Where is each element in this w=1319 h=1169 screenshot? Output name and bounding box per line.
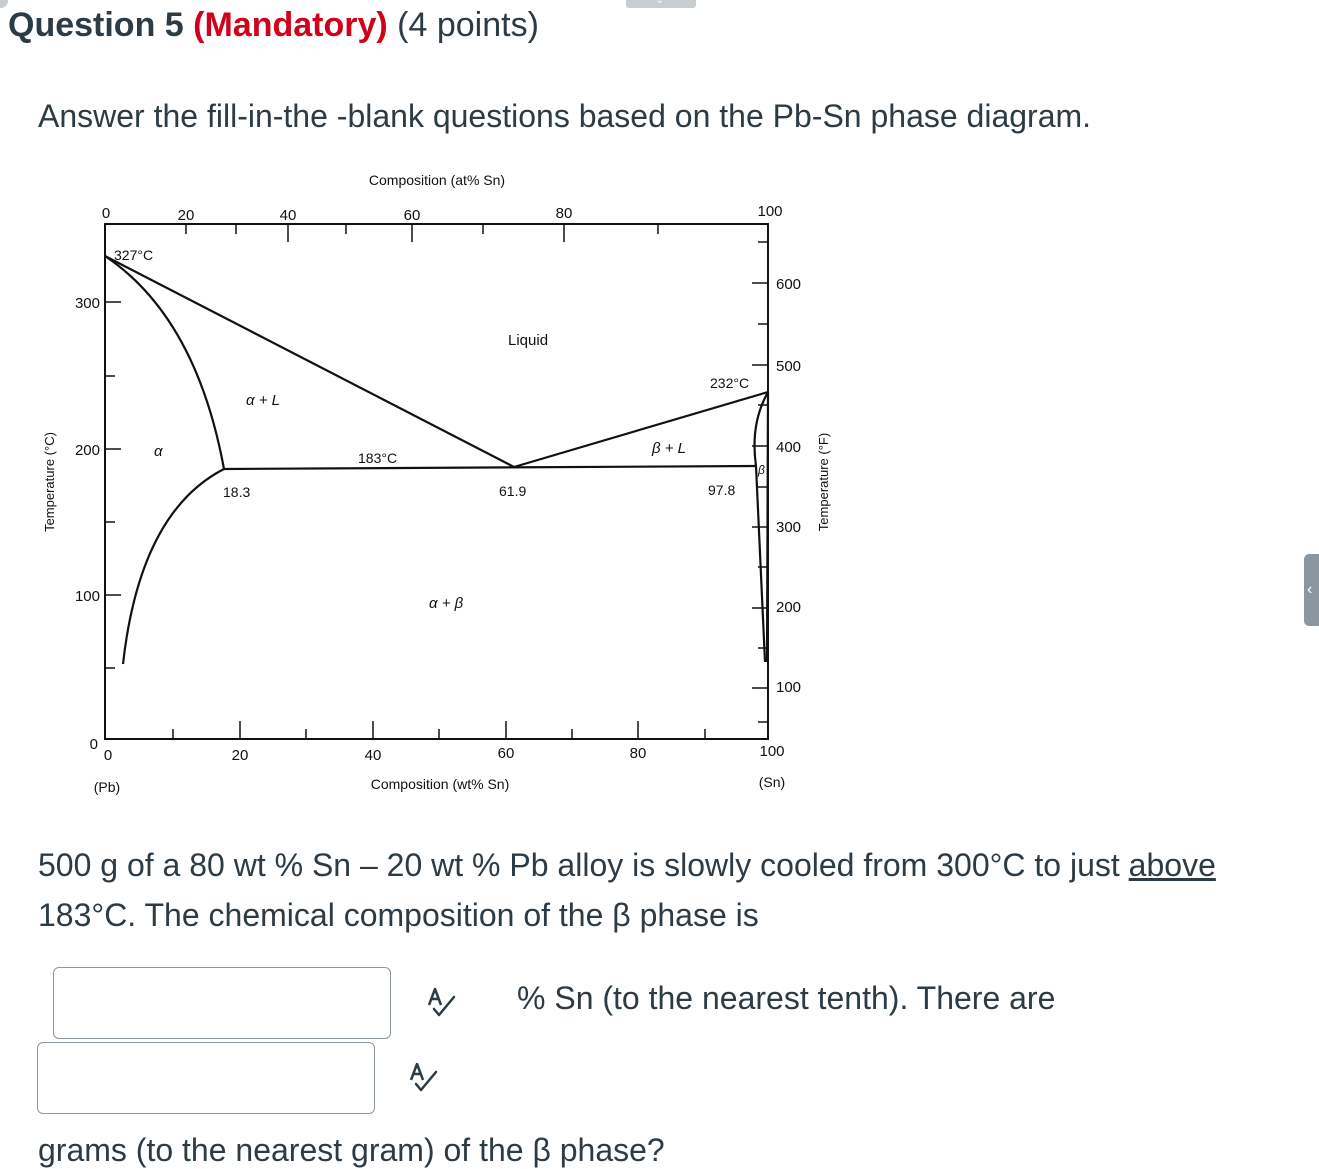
prompt-part1: 500 g of a 80 wt % Sn – 20 wt % Pb alloy is slowly cooled from 300°C to just bbox=[38, 847, 1129, 883]
region-beta-liquid: β + L bbox=[652, 440, 687, 457]
top-axis-tick-labels bbox=[102, 203, 783, 224]
region-alpha-beta: α + β bbox=[429, 595, 464, 612]
drag-handle[interactable] bbox=[626, 0, 696, 8]
prompt-part2: 183°C. The chemical composition of the β phase is bbox=[38, 897, 759, 933]
top-axis-title: Composition (at% Sn) bbox=[368, 172, 506, 188]
left-tick-200: 200 bbox=[74, 442, 100, 459]
spellcheck-icon[interactable] bbox=[406, 1060, 440, 1094]
solidus-alpha bbox=[105, 256, 224, 469]
right-axis-ticks bbox=[752, 242, 768, 722]
left-axis-tick-labels bbox=[75, 295, 100, 753]
question-header bbox=[8, 6, 539, 45]
eutectic-temp-label: 183°C bbox=[358, 450, 398, 466]
beta-limit-label: 97.8 bbox=[708, 482, 736, 498]
region-alpha-liquid: α + L bbox=[246, 392, 280, 409]
bottom-tick-80: 80 bbox=[629, 745, 647, 762]
bottom-axis-title: Composition (wt% Sn) bbox=[370, 776, 510, 792]
corner-indicator bbox=[0, 0, 8, 8]
top-tick-60: 60 bbox=[403, 207, 421, 224]
phase-region-labels bbox=[154, 332, 765, 612]
blank2-suffix: grams (to the nearest gram) of the β phase? bbox=[38, 1132, 665, 1168]
liquidus-pb-side bbox=[105, 256, 514, 467]
chevron-down-icon: ⌄ bbox=[655, 0, 665, 6]
instructions-text: Answer the fill-in-the -blank questions based on the Pb-Sn phase diagram. bbox=[38, 98, 1092, 134]
solvus-beta-inner bbox=[767, 392, 768, 662]
sidebar-collapse-button[interactable] bbox=[1304, 554, 1319, 626]
liquidus-sn-side bbox=[514, 392, 768, 467]
eutectic-line bbox=[224, 466, 756, 469]
top-tick-100: 100 bbox=[757, 203, 783, 220]
blank1-suffix: % Sn (to the nearest tenth). There are bbox=[517, 980, 1056, 1016]
top-tick-80: 80 bbox=[555, 205, 573, 222]
blank1-input[interactable] bbox=[53, 967, 391, 1039]
solvus-beta bbox=[756, 466, 765, 662]
spellcheck-icon[interactable] bbox=[424, 985, 458, 1019]
region-alpha: α bbox=[154, 443, 163, 460]
right-tick-400: 400 bbox=[776, 439, 802, 456]
right-tick-300: 300 bbox=[776, 519, 802, 536]
pb-melting-point-label: 327°C bbox=[114, 247, 154, 263]
sn-label: (Sn) bbox=[758, 774, 786, 790]
right-tick-500: 500 bbox=[776, 358, 802, 375]
points-label: (4 points) bbox=[397, 6, 539, 44]
pb-sn-phase-diagram bbox=[36, 162, 846, 812]
blank2-input[interactable] bbox=[37, 1042, 375, 1114]
diagram-annotations bbox=[114, 247, 749, 500]
bottom-tick-20: 20 bbox=[231, 747, 249, 764]
right-axis-tick-labels bbox=[776, 276, 801, 696]
chevron-left-icon: ‹ bbox=[1307, 581, 1313, 598]
alpha-limit-label: 18.3 bbox=[223, 484, 251, 500]
left-tick-0: 0 bbox=[89, 736, 98, 753]
bottom-tick-40: 40 bbox=[364, 747, 382, 764]
top-tick-20: 20 bbox=[177, 207, 195, 224]
solvus-alpha bbox=[123, 469, 224, 664]
prompt-underlined: above bbox=[1128, 847, 1216, 883]
sn-melting-point-label: 232°C bbox=[710, 375, 750, 391]
right-tick-100: 100 bbox=[776, 679, 802, 696]
region-liquid: Liquid bbox=[508, 332, 549, 349]
question-title: Question 5 bbox=[8, 6, 184, 44]
bottom-tick-100: 100 bbox=[759, 743, 785, 760]
mandatory-label: (Mandatory) bbox=[193, 6, 388, 44]
region-beta: β bbox=[758, 463, 765, 477]
left-axis-title: Temperature (°C) bbox=[42, 432, 57, 532]
solidus-beta bbox=[755, 392, 769, 466]
bottom-axis-tick-labels bbox=[104, 743, 785, 764]
left-tick-100: 100 bbox=[74, 588, 100, 605]
right-tick-600: 600 bbox=[776, 276, 802, 293]
eutectic-comp-label: 61.9 bbox=[499, 483, 527, 499]
top-axis-ticks bbox=[186, 224, 658, 242]
bottom-tick-60: 60 bbox=[497, 745, 515, 762]
left-axis-ticks bbox=[105, 302, 121, 668]
left-tick-300: 300 bbox=[74, 295, 100, 312]
right-axis-title: Temperature (°F) bbox=[816, 432, 831, 532]
bottom-axis-ticks bbox=[173, 721, 705, 739]
right-tick-200: 200 bbox=[776, 599, 802, 616]
question-prompt bbox=[38, 840, 1298, 940]
pb-label: (Pb) bbox=[93, 779, 121, 795]
bottom-tick-0: 0 bbox=[103, 747, 113, 764]
top-tick-0: 0 bbox=[101, 205, 111, 222]
top-tick-40: 40 bbox=[279, 207, 297, 224]
